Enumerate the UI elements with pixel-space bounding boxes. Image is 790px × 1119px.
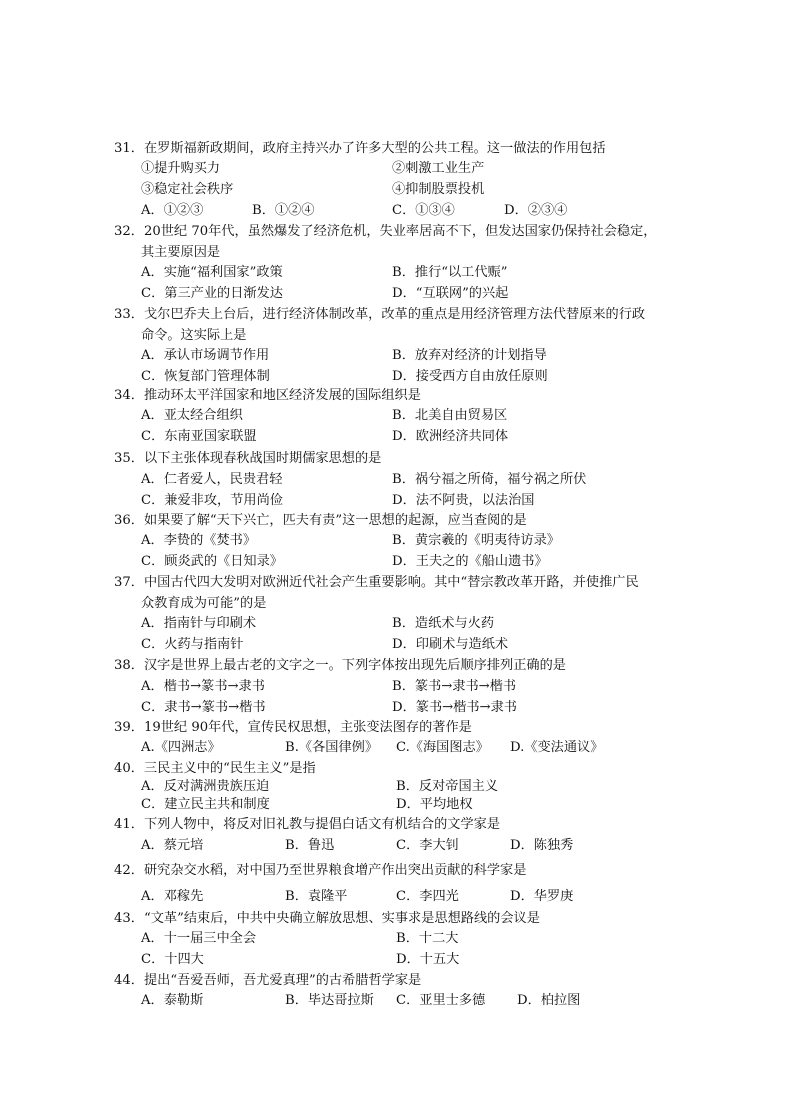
option-d: D．“互联网”的兴起 xyxy=(392,286,509,301)
option-b: B．放弃对经济的计划指导 xyxy=(392,348,547,363)
question-number: 33． xyxy=(114,307,144,322)
option-a: A．反对满洲贵族压迫 xyxy=(141,779,270,794)
question-stem: 戈尔巴乔夫上台后，进行经济体制改革，改革的重点是用经济管理方法代替原来的行政 xyxy=(143,307,646,322)
option-d: D．印刷术与造纸术 xyxy=(392,637,509,652)
option-a: A．邓稼先 xyxy=(141,889,204,904)
option-c: C．①③④ xyxy=(392,203,455,218)
question-number: 43． xyxy=(114,911,144,926)
option-c: C．李大钊 xyxy=(396,838,459,853)
option-c: C．亚里士多德 xyxy=(396,993,486,1008)
question-number: 44． xyxy=(114,973,144,988)
option-b: B．篆书→隶书→楷书 xyxy=(392,679,517,694)
question-stem: 下列人物中，将反对旧礼教与提倡白话文有机结合的文学家是 xyxy=(143,817,501,832)
question-43 xyxy=(114,909,540,929)
question-stem: 以下主张体现春秋战国时期儒家思想的是 xyxy=(143,451,382,466)
question-32 xyxy=(114,222,656,242)
question-stem: 推动环太平洋国家和地区经济发展的国际组织是 xyxy=(143,388,421,403)
question-36 xyxy=(114,511,527,531)
option-c: C．火药与指南针 xyxy=(141,637,244,652)
question-number: 41． xyxy=(114,817,144,832)
option-c: C．建立民主共和制度 xyxy=(141,797,270,812)
option-a: A．李贽的《焚书》 xyxy=(141,533,257,548)
option-a: A．楷书→篆书→隶书 xyxy=(141,679,265,694)
option-a: A．承认市场调节作用 xyxy=(141,348,270,363)
question-35 xyxy=(114,449,381,469)
option-d: D．欧洲经济共同体 xyxy=(392,429,509,444)
option-d: D．②③④ xyxy=(504,203,568,218)
question-stem: 研究杂交水稻，对中国乃至世界粮食增产作出突出贡献的科学家是 xyxy=(143,863,527,878)
question-31 xyxy=(114,139,606,159)
option-a: A．仁者爱人，民贵君轻 xyxy=(141,472,283,487)
question-37 xyxy=(114,573,639,593)
question-stem-cont: 其主要原因是 xyxy=(141,245,221,260)
question-stem: 19世纪 90年代，宣传民权思想，主张变法图存的著作是 xyxy=(143,720,472,735)
question-stem-cont: 命令。这实际上是 xyxy=(141,328,247,343)
question-number: 39． xyxy=(114,720,144,735)
option-a: A．十一届三中全会 xyxy=(141,931,257,946)
option-a: A．①②③ xyxy=(141,203,204,218)
option-d: D.《变法通议》 xyxy=(510,740,604,755)
statement-3: ③稳定社会秩序 xyxy=(141,182,234,197)
question-42 xyxy=(114,861,526,881)
option-b: B．袁隆平 xyxy=(285,889,348,904)
question-44 xyxy=(114,971,421,991)
option-d: D．法不阿贵，以法治国 xyxy=(392,493,535,508)
option-c: C．恢复部门管理体制 xyxy=(141,369,270,384)
question-stem: 提出“吾爱吾师，吾尤爱真理”的古希腊哲学家是 xyxy=(143,973,422,988)
option-a: A．指南针与印刷术 xyxy=(141,616,257,631)
option-b: B．黄宗羲的《明夷待访录》 xyxy=(392,533,560,548)
option-c: C．隶书→篆书→楷书 xyxy=(141,700,266,715)
option-a: A．实施“福利国家”政策 xyxy=(141,265,283,280)
option-a: A.《四洲志》 xyxy=(141,740,221,755)
question-number: 32． xyxy=(114,224,144,239)
question-number: 36． xyxy=(114,513,144,528)
option-b: B．十二大 xyxy=(396,931,459,946)
statement-2: ②刺激工业生产 xyxy=(392,161,485,176)
question-38 xyxy=(114,656,566,676)
option-d: D．接受西方自由放任原则 xyxy=(392,369,548,384)
question-stem: 中国古代四大发明对欧洲近代社会产生重要影响。其中“替宗教改革开路，并使推广民 xyxy=(143,575,639,590)
question-stem: 在罗斯福新政期间，政府主持兴办了许多大型的公共工程。这一做法的作用包括 xyxy=(143,141,606,156)
option-a: A．泰勒斯 xyxy=(141,993,204,1008)
option-b: B．反对帝国主义 xyxy=(396,779,499,794)
option-b: B．造纸术与火药 xyxy=(392,616,495,631)
statement-1: ①提升购买力 xyxy=(141,161,221,176)
statement-4: ④抑制股票投机 xyxy=(392,182,485,197)
question-stem: 汉字是世界上最古老的文字之一。下列字体按出现先后顺序排列正确的是 xyxy=(143,658,566,673)
question-number: 35． xyxy=(114,451,144,466)
option-c: C.《海国图志》 xyxy=(396,740,489,755)
option-c: C．东南亚国家联盟 xyxy=(141,429,257,444)
question-33 xyxy=(114,305,645,325)
option-c: C．十四大 xyxy=(141,952,204,967)
option-d: D．十五大 xyxy=(396,952,460,967)
option-b: B．推行“以工代赈” xyxy=(392,265,508,280)
option-c: C．李四光 xyxy=(396,889,459,904)
option-b: B．鲁迅 xyxy=(285,838,335,853)
question-number: 40． xyxy=(114,761,144,776)
option-b: B．祸兮福之所倚，福兮祸之所伏 xyxy=(392,472,587,487)
option-b: B．①②④ xyxy=(252,203,315,218)
option-d: D．平均地权 xyxy=(396,797,473,812)
question-number: 42． xyxy=(114,863,144,878)
option-b: B．毕达哥拉斯 xyxy=(285,993,374,1008)
question-stem: 三民主义中的“民生主义”是指 xyxy=(143,761,316,776)
option-d: D．篆书→楷书→隶书 xyxy=(392,700,517,715)
question-number: 34． xyxy=(114,388,144,403)
question-stem: 20世纪 70年代，虽然爆发了经济危机，失业率居高不下，但发达国家仍保持社会稳定， xyxy=(143,224,657,239)
question-stem-cont: 众教育成为可能”的是 xyxy=(141,596,267,611)
option-b: B．北美自由贸易区 xyxy=(392,408,508,423)
option-b: B.《各国律例》 xyxy=(285,740,379,755)
question-number: 38． xyxy=(114,658,144,673)
option-c: C．兼爱非攻，节用尚俭 xyxy=(141,493,283,508)
option-d: D．柏拉图 xyxy=(517,993,581,1008)
question-stem: “文革”结束后，中共中央确立解放思想、实事求是思想路线的会议是 xyxy=(143,911,540,926)
question-number: 31． xyxy=(114,141,144,156)
option-d: D．华罗庚 xyxy=(510,889,574,904)
question-stem: 如果要了解“天下兴亡，匹夫有责”这一思想的起源，应当查阅的是 xyxy=(143,513,527,528)
question-41 xyxy=(114,815,500,835)
question-40 xyxy=(114,759,316,779)
option-c: C．第三产业的日渐发达 xyxy=(141,286,283,301)
question-34 xyxy=(114,386,421,406)
option-c: C．顾炎武的《日知录》 xyxy=(141,554,283,569)
option-d: D．陈独秀 xyxy=(510,838,574,853)
option-a: A．蔡元培 xyxy=(141,838,204,853)
question-39 xyxy=(114,718,472,738)
option-a: A．亚太经合组织 xyxy=(141,408,243,423)
question-number: 37． xyxy=(114,575,144,590)
option-d: D．王夫之的《船山遗书》 xyxy=(392,554,548,569)
